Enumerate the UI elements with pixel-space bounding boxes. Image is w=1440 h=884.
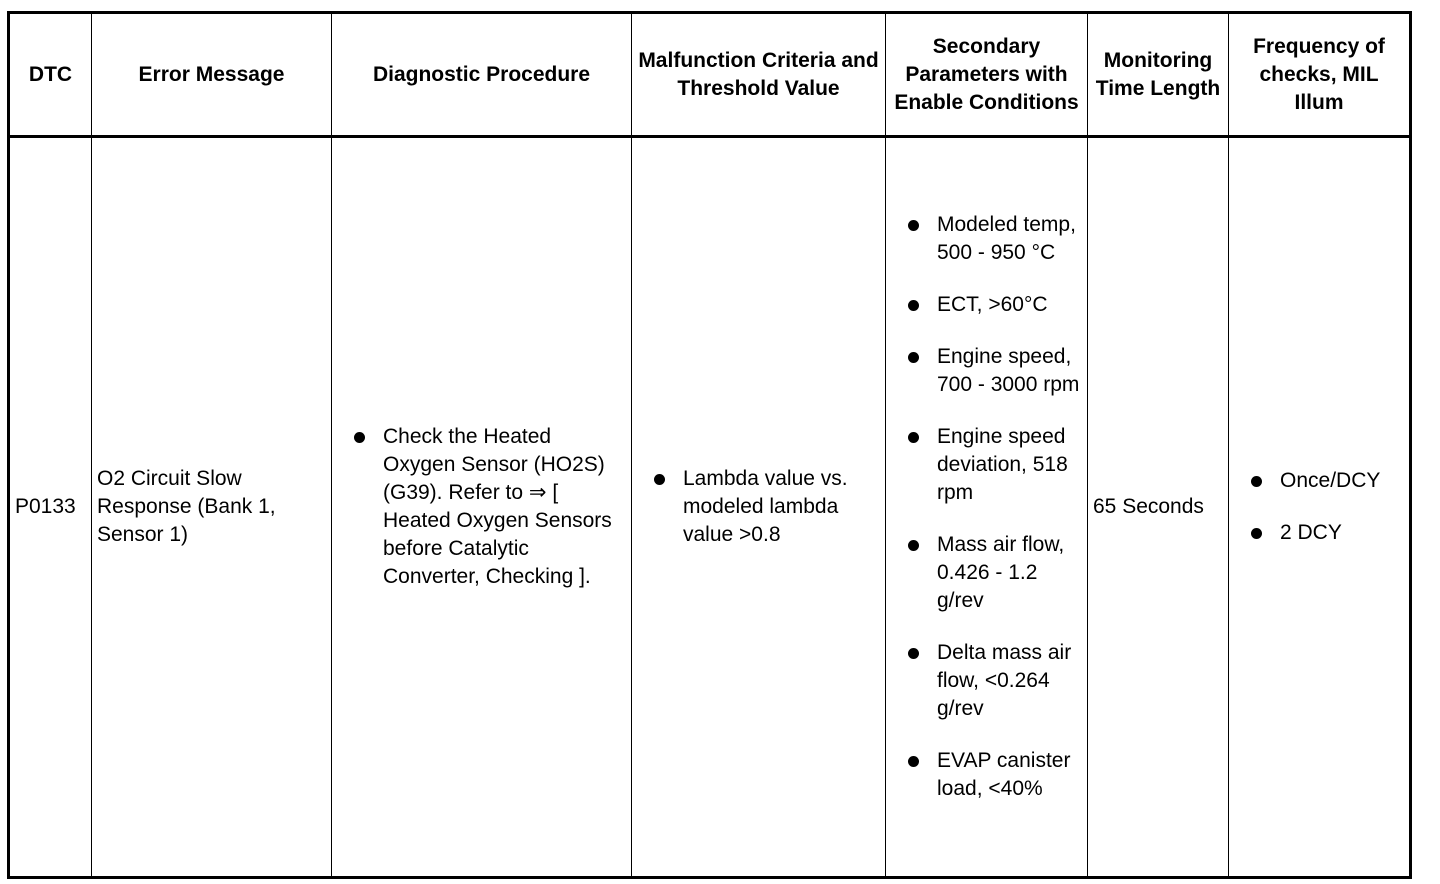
- list-item: ECT, >60°C: [904, 291, 1083, 319]
- cell-malfunction-criteria: [632, 137, 886, 878]
- list-item: EVAP canister load, <40%: [904, 747, 1083, 803]
- list-item: Check the Heated Oxygen Sensor (HO2S) (G39). Refer to ⇒ [ Heated Oxygen Sensors before Catalytic Converter, Checking ].: [350, 423, 627, 591]
- header-row: [9, 13, 1411, 137]
- header-secondary-parameters: Secondary Parameters with Enable Conditions: [886, 13, 1088, 137]
- list-item: Once/DCY: [1247, 467, 1405, 495]
- table-row: [9, 137, 1411, 878]
- header-monitoring-time: Monitoring Time Length: [1088, 13, 1229, 137]
- diagnostic-procedure-list: [350, 423, 627, 591]
- cell-diagnostic-procedure: [332, 137, 632, 878]
- list-item: Delta mass air flow, <0.264 g/rev: [904, 639, 1083, 723]
- header-diagnostic-procedure: Diagnostic Procedure: [332, 13, 632, 137]
- cell-frequency: [1229, 137, 1411, 878]
- cell-monitoring-time: 65 Seconds: [1088, 137, 1229, 878]
- list-item: 2 DCY: [1247, 519, 1405, 547]
- list-item: Engine speed deviation, 518 rpm: [904, 423, 1083, 507]
- secondary-parameters-list: [904, 211, 1083, 803]
- list-item: Mass air flow, 0.426 - 1.2 g/rev: [904, 531, 1083, 615]
- list-item: Lambda value vs. modeled lambda value >0.8: [650, 465, 881, 549]
- cell-error-message: O2 Circuit Slow Response (Bank 1, Sensor 1): [92, 137, 332, 878]
- header-dtc: DTC: [9, 13, 92, 137]
- frequency-list: [1247, 467, 1405, 547]
- header-frequency: Frequency of checks, MIL Illum: [1229, 13, 1411, 137]
- cell-dtc: P0133: [9, 137, 92, 878]
- cell-secondary-parameters: [886, 137, 1088, 878]
- list-item: Modeled temp, 500 - 950 °C: [904, 211, 1083, 267]
- header-error-message: Error Message: [92, 13, 332, 137]
- malfunction-criteria-list: [650, 465, 881, 549]
- list-item: Engine speed, 700 - 3000 rpm: [904, 343, 1083, 399]
- header-malfunction-criteria: Malfunction Criteria and Threshold Value: [632, 13, 886, 137]
- dtc-table: [7, 11, 1412, 879]
